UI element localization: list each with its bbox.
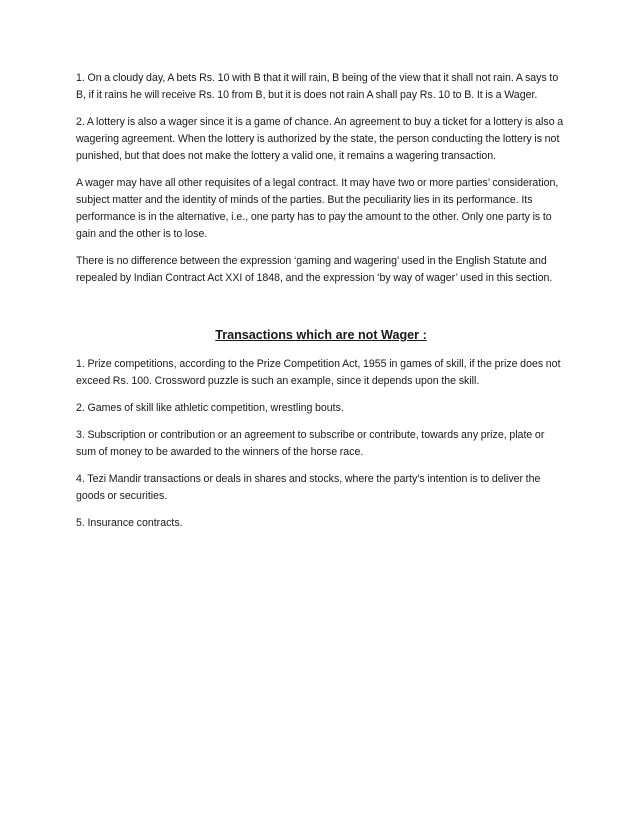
paragraph-cloudy-day-wager: 1. On a cloudy day, A bets Rs. 10 with B that it will rain, B being of the view that it shall not rain. A says to B, if it rains he will receive Rs. 10 from B, but it is does not rain A shall pay Rs. 10 to B. It is a Wager. <box>76 72 559 101</box>
section-heading: Transactions which are not Wager : <box>215 328 427 342</box>
list-item-games-of-skill: 2. Games of skill like athletic competition, wrestling bouts. <box>76 402 344 414</box>
document-page <box>76 70 566 542</box>
paragraph-gaming-and-wagering: There is no difference between the expression ‘gaming and wagering’ used in the English Statute and repealed by Indian Contract Act XXI of 1848, and the expression ‘by way of wager’ used in this section. <box>76 255 553 284</box>
list-item-prize-competitions: 1. Prize competitions, according to the Prize Competition Act, 1955 in games of skill, if the prize does not exceed Rs. 100. Crossword puzzle is such an example, since it depends upon the skill. <box>76 358 561 387</box>
paragraph-wager-requisites: A wager may have all other requisites of a legal contract. It may have two or more parties’ consideration, subject matter and the identity of minds of the parties. But the peculiarity lies in its performance. Its performance is in the alternative, i.e., one party has to pay the amount to the other. Only one party is to gain and the other is to lose. <box>76 177 559 240</box>
section-heading-wrap <box>76 326 566 344</box>
paragraph-lottery-wager: 2. A lottery is also a wager since it is a game of chance. An agreement to buy a ticket for a lottery is also a wagering agreement. When the lottery is authorized by the state, the person conducting the lottery is not punished, but that does not make the lottery a valid one, it remains a wagering transaction. <box>76 116 564 162</box>
list-item-tezi-mandir: 4. Tezi Mandir transactions or deals in shares and stocks, where the party’s intention is to deliver the goods or securities. <box>76 473 541 502</box>
list-item-subscription: 3. Subscription or contribution or an agreement to subscribe or contribute, towards any prize, plate or sum of money to be awarded to the winners of the horse race. <box>76 429 545 458</box>
list-item-insurance: 5. Insurance contracts. <box>76 517 183 529</box>
